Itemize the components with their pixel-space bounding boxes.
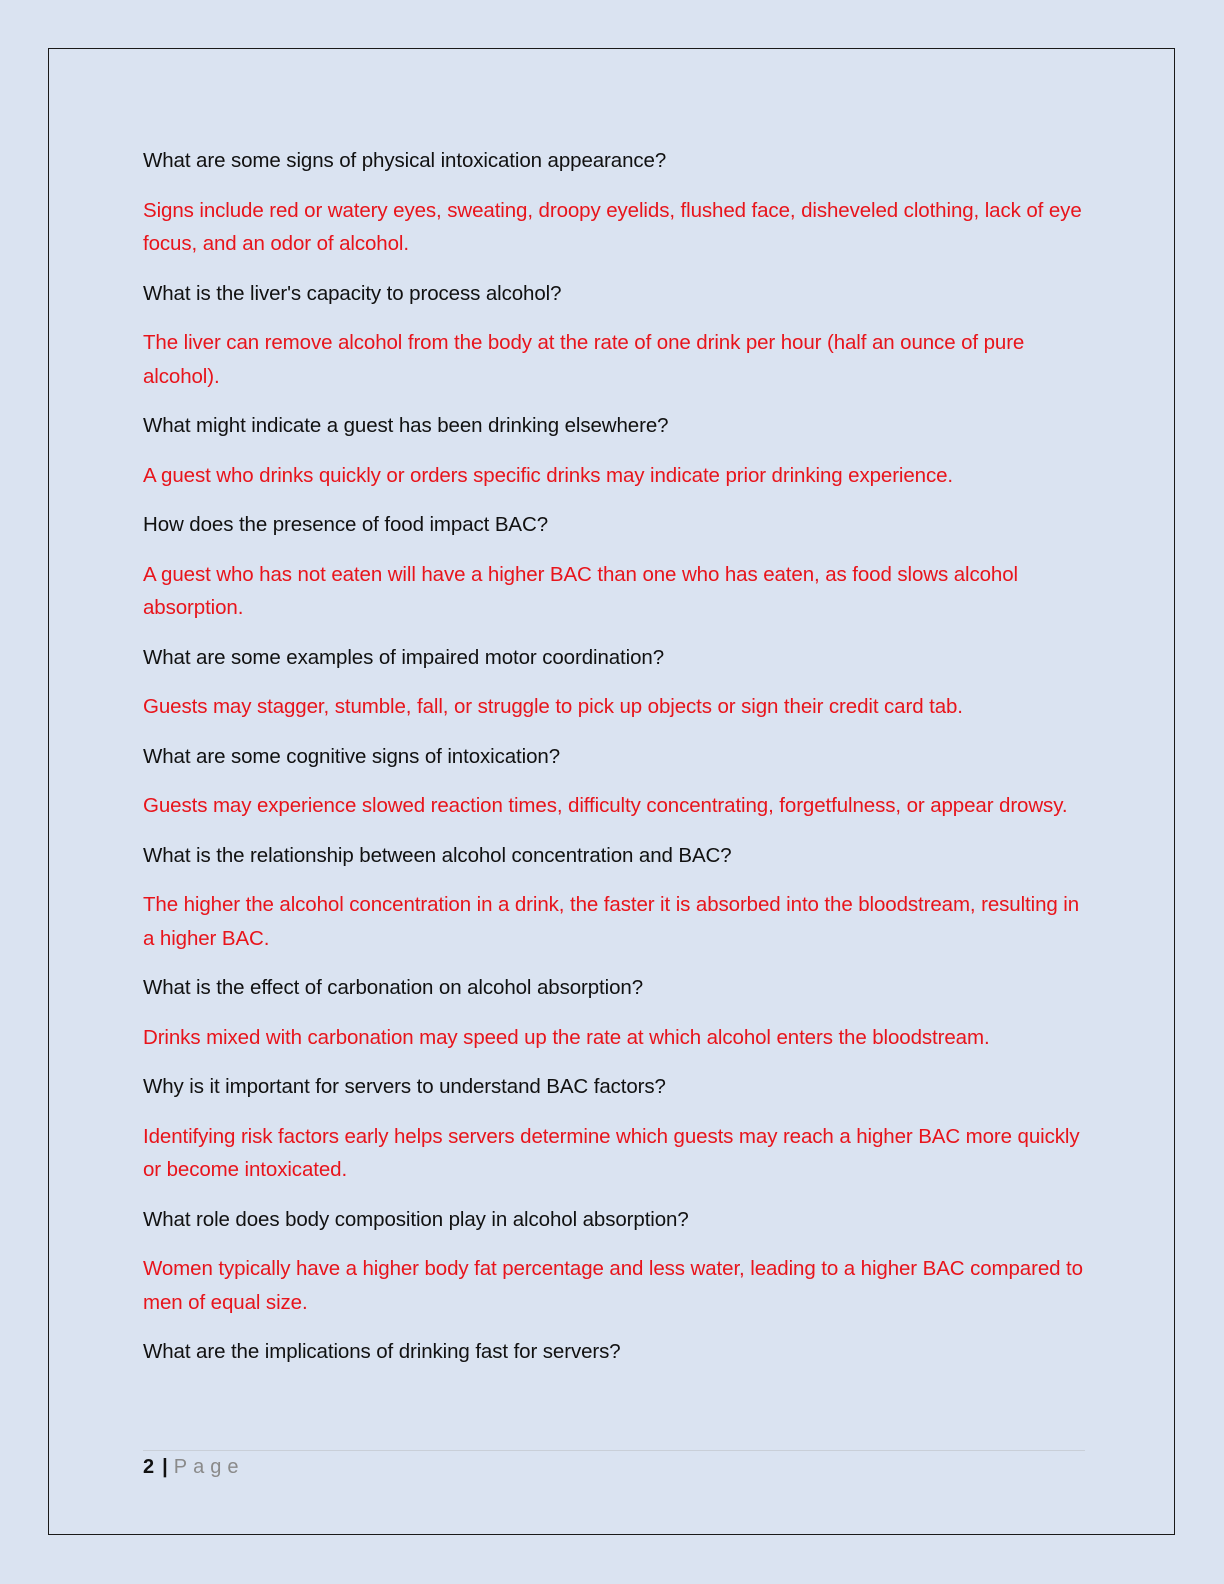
answer-text: The higher the alcohol concentration in a drink, the faster it is absorbed into the bloodstream, resulting in a higher BAC. [143,893,1080,950]
question-text: What might indicate a guest has been drinking elsewhere? [143,414,669,437]
answer-text: A guest who drinks quickly or orders specific drinks may indicate prior drinking experience. [143,463,954,487]
page-label: Page [173,1456,245,1478]
question-text: What is the liver's capacity to process alcohol? [143,281,562,305]
question-text: What are some examples of impaired motor coordination? [143,645,665,669]
page-footer [143,1453,244,1481]
page-number: 2 [143,1456,155,1478]
question-text: What are the implications of drinking fast for servers? [143,1340,621,1363]
answer-text: Guests may stagger, stumble, fall, or struggle to pick up objects or sign their credit card tab. [143,695,963,718]
answer-text: Drinks mixed with carbonation may speed up the rate at which alcohol enters the bloodstream. [143,1025,990,1049]
question-text: What are some signs of physical intoxication appearance? [143,149,667,172]
footer-separator: | [162,1456,168,1478]
answer-text: Guests may experience slowed reaction times, difficulty concentrating, forgetfulness, or appear drowsy. [143,794,1068,817]
question-text: What is the relationship between alcohol concentration and BAC? [143,843,732,867]
question-text: Why is it important for servers to understand BAC factors? [143,1075,666,1098]
answer-text: Identifying risk factors early helps servers determine which guests may reach a higher BAC more quickly or become intoxicated. [143,1124,1080,1181]
answer-text: A guest who has not eaten will have a higher BAC than one who has eaten, as food slows alcohol absorption. [143,562,1018,619]
answer-text: Signs include red or watery eyes, sweating, droopy eyelids, flushed face, disheveled clothing, lack of eye focus, and an odor of alcohol. [143,198,1082,255]
question-text: What are some cognitive signs of intoxication? [143,744,561,768]
answer-text: Women typically have a higher body fat percentage and less water, leading to a higher BAC compared to men of equal size. [143,1257,1083,1314]
document-body [143,144,1088,1385]
question-text: What is the effect of carbonation on alcohol absorption? [143,976,644,999]
footer-divider [143,1450,1085,1451]
answer-text: The liver can remove alcohol from the body at the rate of one drink per hour (half an ounce of pure alcohol). [143,331,1025,388]
question-text: What role does body composition play in alcohol absorption? [143,1207,689,1231]
question-text: How does the presence of food impact BAC? [143,513,548,536]
